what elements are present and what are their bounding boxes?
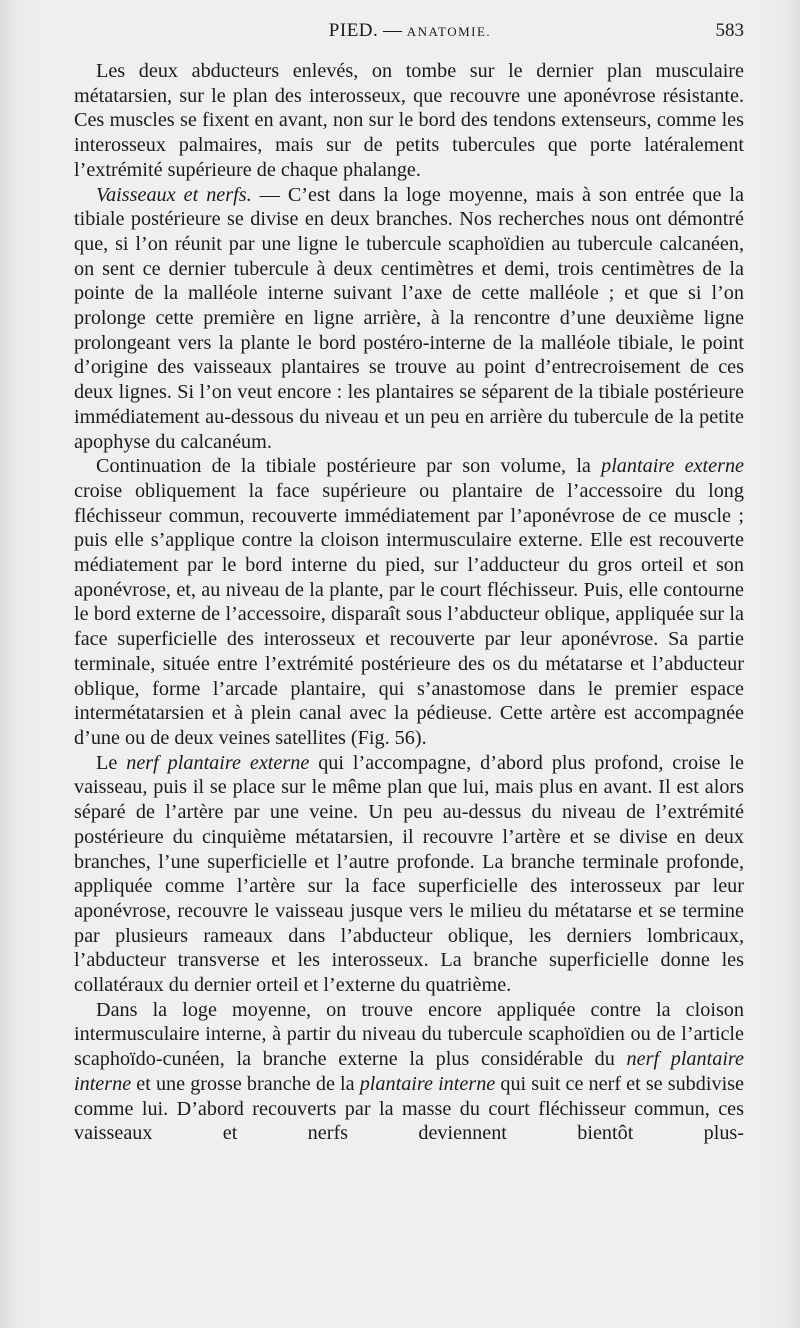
italic-term: plantaire interne — [359, 1072, 496, 1095]
paragraph-heading: Vaisseaux et nerfs. — [96, 183, 252, 206]
italic-term: nerf plantaire externe — [126, 751, 310, 774]
page-number: 583 — [715, 20, 744, 41]
body-text — [74, 59, 744, 1146]
text-run: Continuation de la tibiale postérieure par son volume, la — [96, 455, 602, 478]
running-title — [76, 20, 744, 42]
text-run: qui suit ce nerf et se subdivise comme lui. D’abord recouverts par la masse du court fléchisseur commun, ces vaisseaux et nerfs deviennent bientôt plus- — [74, 1072, 744, 1145]
text-run: et une grosse branche de la — [131, 1072, 360, 1095]
text-run: — C’est dans la loge moyenne, mais à son entrée que la tibiale postérieure se divise en deux branches. Nos recherches nous ont démontré que, si l’on réunit par une ligne le tubercule scaphoïdien au tubercule calcanéen, on sent ce dernier tubercule à deux centimètres et demi, trois centimètres de la pointe de la malléole interne suivant l’axe de cette malléole ; et que si l’on prolonge cette première en ligne arrière, à la rencontre d’une deuxième ligne prolongeant vers la plante le bord postéro-interne de la malléole tibiale, le point d’origine des vaisseaux plantaires se trouve au point d’entrecroisement de ces deux lignes. Si l’on veut encore : les plantaires se séparent de la tibiale postérieure immédiatement au-dessous du niveau et un peu en arrière du tubercule de la petite apophyse du calcanéum. — [74, 183, 745, 453]
text-run: croise obliquement la face supérieure ou plantaire de l’accessoire du long fléchisseur commun, recouverte immédiatement par l’aponévrose de ce muscle ; puis elle s’applique contre la cloison intermusculaire externe. Elle est recouverte médiatement par le bord interne du pied, sur l’adducteur du gros orteil et son aponévrose, et, au niveau de la plante, par le court fléchisseur. Puis, elle contourne le bord externe de l’accessoire, disparaît sous l’abducteur oblique, appliquée sur la face superficielle des interosseux et recouverte par leur aponévrose. Sa partie terminale, située entre l’extrémité postérieure des os du métatarse et l’abducteur oblique, forme l’arcade plantaire, qui s’anastomose dans le premier espace intermétatarsien et à plein canal avec la pédieuse. Cette artère est accompagnée d’une ou de deux veines satellites (Fig. 56). — [74, 479, 744, 749]
italic-term: nerf plantaire interne — [74, 1048, 745, 1095]
text-run: qui l’accompagne, d’abord plus profond, croise le vaisseau, puis il se place sur le même plan que lui, mais plus en avant. Il est alors séparé de l’artère par une veine. Un peu au-dessus du niveau de l’extrémité postérieure du cinquième métatarsien, il recouvre l’artère et se divise en deux branches, l’une superficielle et l’autre profonde. La branche terminale profonde, appliquée comme l’artère sur la face superficielle des interosseux par leur aponévrose, recouvre le vaisseau jusque vers le milieu du métatarse et se termine par plusieurs rameaux dans l’abducteur oblique, les derniers lombricaux, l’abducteur transverse et les interosseux. La branche superficielle donne les collatéraux du dernier orteil et l’externe du quatrième. — [74, 751, 745, 997]
paragraph-loge-moyenne — [74, 998, 744, 1146]
italic-term: plantaire externe — [601, 455, 744, 478]
paragraph-plantaire-externe — [74, 454, 744, 750]
text-run: Dans la loge moyenne, on trouve encore appliquée contre la cloison intermusculaire interne, à partir du niveau du tubercule scaphoïdien ou de l’article scaphoïdo-cunéen, la branche externe la plus considérable du — [74, 998, 744, 1071]
text-run: Les deux abducteurs enlevés, on tombe sur le dernier plan musculaire métatarsien, sur le plan des interosseux, que recouvre une aponévrose résistante. Ces muscles se fixent en avant, non sur le bord des tendons extenseurs, comme les interosseux palmaires, mais sur de petits tubercules que porte latéralement l’extrémité supérieure de chaque phalange. — [74, 60, 744, 181]
text-run: Le — [96, 751, 127, 774]
running-header — [76, 20, 744, 48]
header-section: ANATOMIE. — [406, 24, 492, 39]
paragraph-interosseux — [74, 59, 744, 183]
paragraph-nerf-plantaire-externe — [74, 751, 744, 998]
header-separator: — — [383, 20, 403, 41]
header-title: PIED. — [328, 20, 379, 41]
paragraph-vaisseaux-nerfs — [74, 183, 744, 455]
